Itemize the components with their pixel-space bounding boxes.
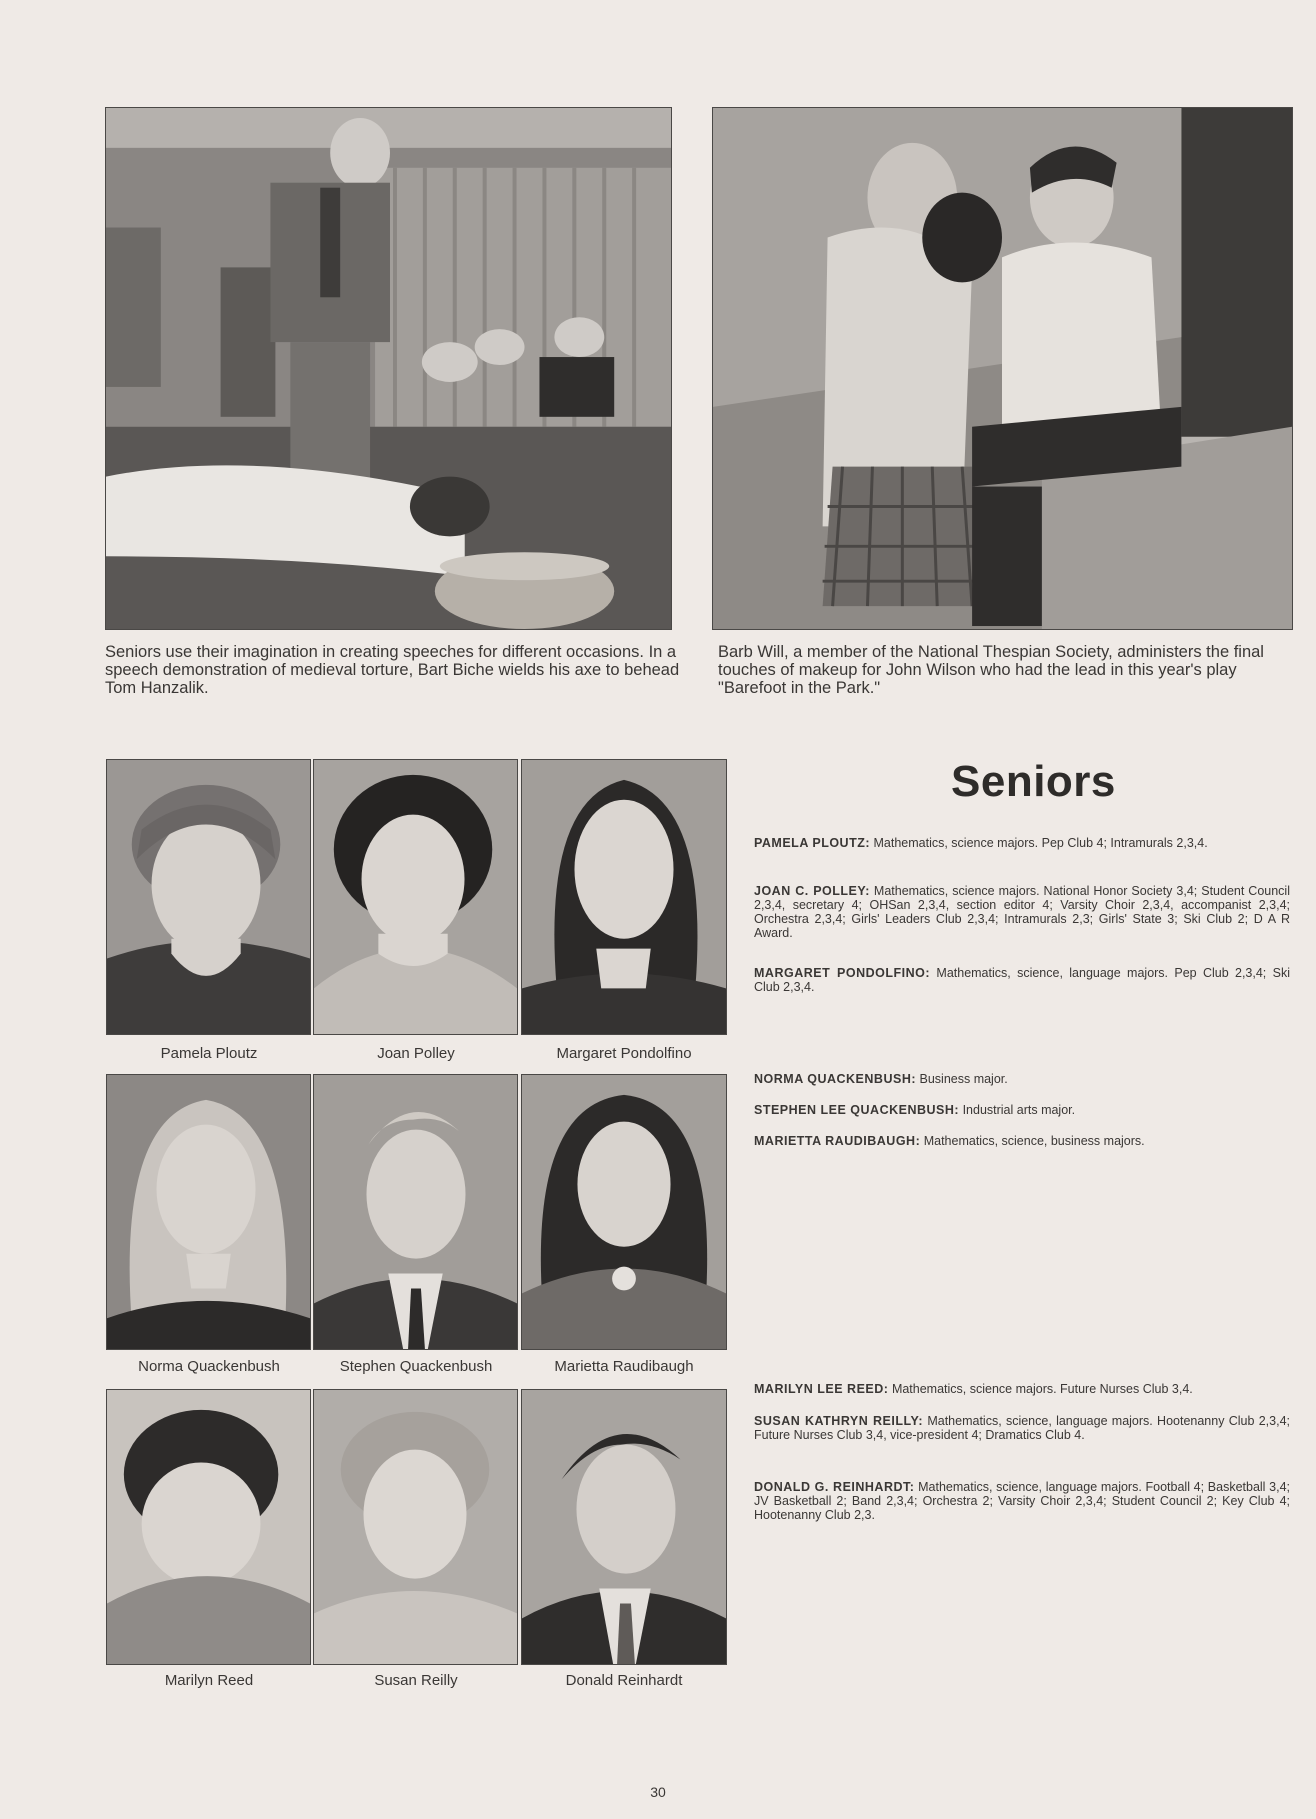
portrait-label: Joan Polley [377,1045,455,1062]
bio-entry [754,836,1290,850]
portrait-label: Norma Quackenbush [138,1358,280,1375]
portrait-norma-quackenbush [106,1074,311,1350]
makeup-photo-caption: Barb Will, a member of the National Thespian Society, administers the final touches of makeup for John Wilson who had the lead in this year's play "Barefoot in the Park." [718,643,1264,697]
portrait-label: Margaret Pondolfino [556,1045,692,1062]
portrait-stephen-quackenbush [313,1074,518,1350]
bio-entry [754,1072,1290,1086]
portrait-label: Pamela Ploutz [160,1045,258,1062]
bio-text: Mathematics, science majors. Future Nurses Club 3,4. [891,1382,1193,1396]
bio-entry [754,1414,1290,1442]
bio-name: MARIETTA RAUDIBAUGH: [754,1134,921,1148]
bio-entry [754,1134,1290,1148]
bio-name: DONALD G. REINHARDT: [754,1480,915,1494]
section-title: Seniors [951,757,1116,806]
bio-name: SUSAN KATHRYN REILLY: [754,1414,924,1428]
portrait-donald-reinhardt [521,1389,727,1665]
bio-name: STEPHEN LEE QUACKENBUSH: [754,1103,960,1117]
portrait-marilyn-reed [106,1389,311,1665]
bio-name: PAMELA PLOUTZ: [754,836,871,850]
bio-entry [754,1103,1290,1117]
portrait-marietta-raudibaugh [521,1074,727,1350]
portrait-margaret-pondolfino [521,759,727,1035]
portrait-joan-polley [313,759,518,1035]
speech-demonstration-photo [105,107,672,630]
bio-text: Industrial arts major. [962,1103,1076,1117]
portrait-pamela-ploutz [106,759,311,1035]
portrait-label: Stephen Quackenbush [339,1358,493,1375]
portrait-label: Marilyn Reed [164,1672,254,1689]
bio-text: Mathematics, science, language majors. Football 4; Basketball 3,4; JV Basketball 2; Band 2,3,4; Orchestra 2; Varsity Choir 2,3,4; Student Council 2; Key Club 4; Hootenanny Club 2,3. [754,1480,1290,1522]
portrait-susan-reilly [313,1389,518,1665]
bio-entry [754,1480,1290,1522]
bio-text: Mathematics, science majors. National Honor Society 3,4; Student Council 2,3,4, secretary 4; OHSan 2,3,4, section editor 4; Varsity Choir 2,3,4, accompanist 2,3,4; Orchestra 2,3,4; Girls' Leaders Club 2,3,4; Intramurals 2,3; Girls' State 3; Ski Club 2; D A R Award. [754,884,1290,940]
page-number: 30 [650,1784,666,1800]
bio-text: Mathematics, science, language majors. Pep Club 2,3,4; Ski Club 2,3,4. [754,966,1290,994]
bio-name: MARGARET PONDOLFINO: [754,966,931,980]
bio-name: JOAN C. POLLEY: [754,884,870,898]
bio-text: Business major. [919,1072,1008,1086]
bio-name: NORMA QUACKENBUSH: [754,1072,917,1086]
speech-photo-caption: Seniors use their imagination in creating speeches for different occasions. In a speech demonstration of medieval torture, Bart Biche wields his axe to behead Tom Hanzalik. [105,643,680,697]
portrait-label: Marietta Raudibaugh [554,1358,694,1375]
bio-name: MARILYN LEE REED: [754,1382,889,1396]
portrait-label: Donald Reinhardt [565,1672,683,1689]
bio-text: Mathematics, science, language majors. Hootenanny Club 2,3,4; Future Nurses Club 3,4, vice-president 4; Dramatics Club 4. [754,1414,1290,1442]
bio-text: Mathematics, science majors. Pep Club 4; Intramurals 2,3,4. [873,836,1208,850]
bio-entry [754,966,1290,994]
bio-text: Mathematics, science, business majors. [923,1134,1145,1148]
makeup-photo [712,107,1293,630]
portrait-label: Susan Reilly [374,1672,458,1689]
bio-entry [754,884,1290,940]
bio-entry [754,1382,1290,1396]
